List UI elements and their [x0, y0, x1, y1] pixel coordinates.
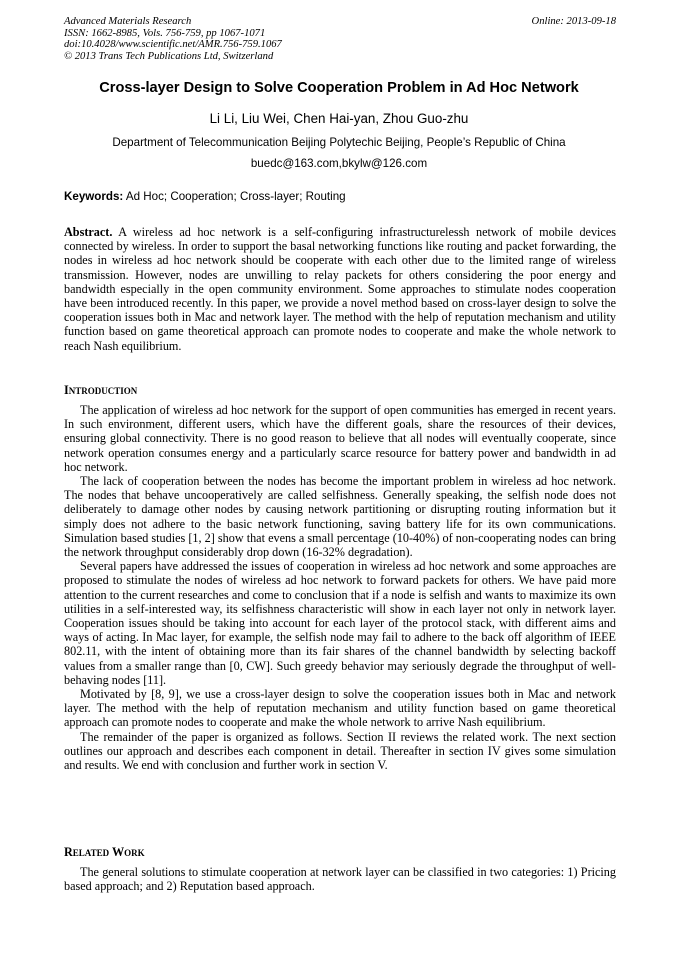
journal-copyright: © 2013 Trans Tech Publications Ltd, Switzerland	[64, 50, 274, 62]
keywords-text: Ad Hoc; Cooperation; Cross-layer; Routing	[125, 190, 346, 203]
journal-header	[64, 16, 616, 62]
paragraph: Motivated by [8, 9], we use a cross-layer design to solve the cooperation issues both in Mac and network layer. The method with the help of reputation mechanism and utility function based on game theoretical approach can promote nodes to cooperate and make the whole network to arrive Nash equilibrium.	[64, 687, 616, 730]
paragraph: The remainder of the paper is organized as follows. Section II reviews the related work. The next section outlines our approach and describes each component in detail. Thereafter in section IV gives some simulation and results. We end with conclusion and further work in section V.	[64, 729, 616, 773]
keywords-label: Keywords:	[64, 190, 124, 203]
journal-issn: ISSN: 1662-8985, Vols. 756-759, pp 1067-1071	[64, 27, 266, 39]
abstract-text: A wireless ad hoc network is a self-configuring infrastructurelessh network of mobile devices connected by wireless. In order to support the basal networking functions like routing and packet forwarding, the nodes in wireless ad hoc network should be cooperate with each other due to the limited range of wireless transmission. However, nodes are unwilling to relay packets for others considering the poor energy and bandwidth especially in the open community environment. Some approaches to stimulate nodes cooperation have been introduced recently. In this paper, we provide a novel method based on cross-layer design to solve the cooperation issues both in Mac and network layer. The method with the help of reputation mechanism and utility function based on game theoretical approach can promote nodes to cooperate and make the whole network to reach Nash equilibrium.	[64, 225, 616, 353]
paper-authors: Li Li, Liu Wei, Chen Hai-yan, Zhou Guo-zhu	[209, 111, 469, 126]
abstract-label: Abstract.	[64, 225, 113, 239]
section-heading-related-work: Related Work	[64, 845, 145, 859]
keywords	[64, 190, 616, 203]
related-work-body	[64, 865, 616, 893]
introduction-body	[64, 403, 616, 772]
author-email: buedc@163.com,bkylw@126.com	[250, 157, 428, 170]
paper-title: Cross-layer Design to Solve Cooperation Problem in Ad Hoc Network	[99, 80, 579, 96]
affiliation: Department of Telecommunication Beijing Polytechic Beijing, People’s Republic of China	[112, 136, 566, 149]
paragraph: Several papers have addressed the issues of cooperation in wireless ad hoc network and some approaches are proposed to stimulate the nodes of wireless ad hoc network to forward packets for others. We have paid more attention to the current researches and come to conclusion that if a node is selfish and wants to maximize its own utilities in a self-interested way, its selfishness characteristic will show in each layer not only in network layer. Cooperation issues should be taking into account for each layer of the protocol stack, with different aims and ways of acting. In Mac layer, for example, the selfish node may fail to adhere to the back off algorithm of IEEE 802.11, with the intent of obtaining more than its fair shares of the channel bandwidth by selecting backoff values from a smaller range than [0, CW]. Such greedy behavior may seriously degrade the throughput of well-behaving nodes [11].	[64, 559, 616, 687]
online-date: Online: 2013-09-18	[531, 16, 616, 27]
paragraph: The lack of cooperation between the nodes has become the important problem in wireless ad hoc network. The nodes that behave uncooperatively are called selfishness. Generally speaking, the selfish node does not deliberately to damage other nodes by causing network partitioning or disrupting routing information but it simply does not adhere to the basic network functioning, saving battery life for its own communications. Simulation based studies [1, 2] show that evens a small percentage (10-40%) of non-cooperating nodes can bring the network throughput considerably drop down (16-32% degradation).	[64, 474, 616, 560]
paragraph: The general solutions to stimulate cooperation at network layer can be classified in two categories: 1) Pricing based approach; and 2) Reputation based approach.	[64, 865, 616, 894]
journal-name: Advanced Materials Research	[64, 16, 192, 27]
abstract	[64, 225, 616, 353]
journal-doi: doi:10.4028/www.scientific.net/AMR.756-759.1067	[64, 39, 282, 51]
paragraph: The application of wireless ad hoc network for the support of open communities has emerged in recent years. In such environment, different users, which have the different goals, share the resources of their devices, ensuring global connectivity. There is no good reason to believe that all nodes will eventually cooperate, since network operation consumes energy and a particularly scarce resource for battery power and bandwidth in ad hoc network.	[64, 403, 616, 474]
section-heading-introduction: Introduction	[64, 383, 138, 397]
